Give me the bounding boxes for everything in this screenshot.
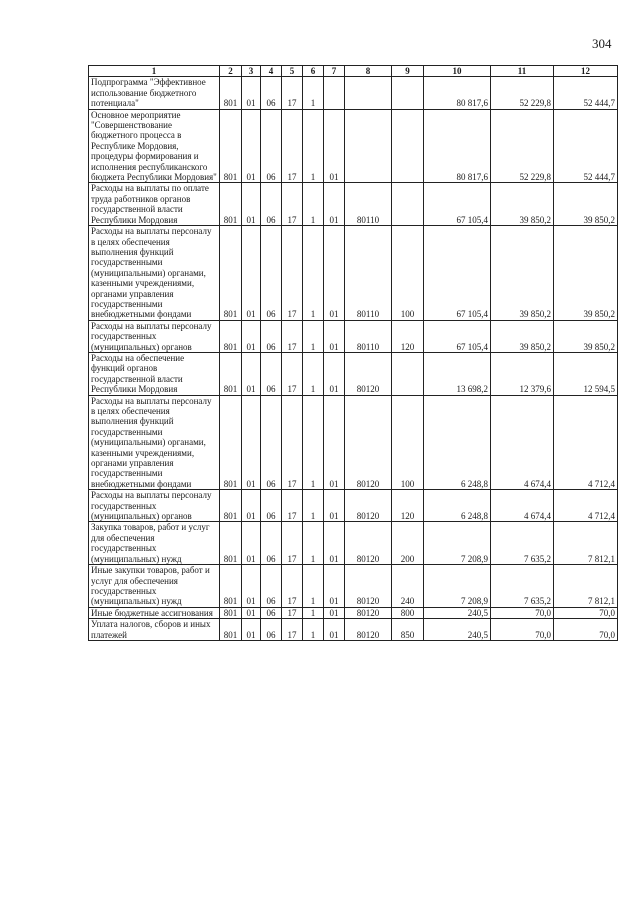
table-row (89, 522, 618, 565)
subprogram-code-cell: 1 (303, 226, 324, 321)
program-code-cell: 17 (282, 183, 303, 226)
measure-code-cell: 01 (324, 320, 345, 352)
measure-code-cell: 01 (324, 565, 345, 608)
row-name-cell: Основное мероприятие "Совершенствование бюджетного процесса в Республике Мордовия, процедуры формирования и исполнения республиканского бюджета Республики Мордовия" (89, 109, 220, 183)
measure-code-cell: 01 (324, 183, 345, 226)
section-code-cell: 01 (242, 183, 261, 226)
amount-year1-cell: 6 248,8 (424, 395, 491, 490)
measure-code-cell: 01 (324, 109, 345, 183)
direction-code-cell: 80110 (345, 226, 392, 321)
amount-year1-cell: 240,5 (424, 619, 491, 641)
grbs-code-cell: 801 (220, 320, 242, 352)
measure-code-cell: 01 (324, 490, 345, 522)
program-code-cell: 17 (282, 226, 303, 321)
amount-year1-cell: 67 105,4 (424, 320, 491, 352)
measure-code-cell: 01 (324, 352, 345, 395)
subsection-code-cell: 06 (261, 607, 282, 618)
amount-year1-cell: 80 817,6 (424, 77, 491, 109)
amount-year3-cell: 70,0 (554, 607, 618, 618)
direction-code-cell: 80120 (345, 352, 392, 395)
row-name-cell: Расходы на выплаты персоналу в целях обеспечения выполнения функций государственными (муниципальными) органами, казенными учреждениями, органами управления государственными внебюджетными фондами (89, 226, 220, 321)
program-code-cell: 17 (282, 619, 303, 641)
section-code-cell: 01 (242, 607, 261, 618)
row-name-cell: Закупка товаров, работ и услуг для обеспечения государственных (муниципальных) нужд (89, 522, 220, 565)
program-code-cell: 17 (282, 320, 303, 352)
amount-year2-cell: 70,0 (491, 619, 554, 641)
direction-code-cell: 80120 (345, 607, 392, 618)
grbs-code-cell: 801 (220, 619, 242, 641)
budget-table (88, 65, 618, 641)
column-header: 6 (303, 66, 324, 77)
section-code-cell: 01 (242, 352, 261, 395)
amount-year1-cell: 67 105,4 (424, 226, 491, 321)
amount-year3-cell: 7 812,1 (554, 522, 618, 565)
subsection-code-cell: 06 (261, 522, 282, 565)
amount-year2-cell: 52 229,8 (491, 109, 554, 183)
expense-type-cell: 120 (392, 320, 424, 352)
table-row (89, 77, 618, 109)
direction-code-cell: 80120 (345, 395, 392, 490)
row-name-cell: Иные закупки товаров, работ и услуг для обеспечения государственных (муниципальных) нужд (89, 565, 220, 608)
measure-code-cell (324, 77, 345, 109)
subsection-code-cell: 06 (261, 490, 282, 522)
amount-year1-cell: 240,5 (424, 607, 491, 618)
amount-year1-cell: 6 248,8 (424, 490, 491, 522)
column-header: 2 (220, 66, 242, 77)
table-row (89, 619, 618, 641)
amount-year2-cell: 4 674,4 (491, 395, 554, 490)
table-row (89, 226, 618, 321)
amount-year2-cell: 4 674,4 (491, 490, 554, 522)
column-header: 11 (491, 66, 554, 77)
expense-type-cell: 100 (392, 226, 424, 321)
page-number: 304 (592, 36, 612, 51)
expense-type-cell: 100 (392, 395, 424, 490)
column-header: 12 (554, 66, 618, 77)
amount-year3-cell: 39 850,2 (554, 183, 618, 226)
program-code-cell: 17 (282, 607, 303, 618)
table-row (89, 565, 618, 608)
amount-year3-cell: 4 712,4 (554, 395, 618, 490)
subprogram-code-cell: 1 (303, 522, 324, 565)
subsection-code-cell: 06 (261, 565, 282, 608)
amount-year3-cell: 39 850,2 (554, 320, 618, 352)
amount-year2-cell: 70,0 (491, 607, 554, 618)
amount-year2-cell: 39 850,2 (491, 226, 554, 321)
expense-type-cell: 850 (392, 619, 424, 641)
amount-year2-cell: 39 850,2 (491, 183, 554, 226)
expense-type-cell: 200 (392, 522, 424, 565)
amount-year3-cell: 52 444,7 (554, 77, 618, 109)
program-code-cell: 17 (282, 395, 303, 490)
expense-type-cell: 800 (392, 607, 424, 618)
expense-type-cell (392, 77, 424, 109)
subprogram-code-cell: 1 (303, 77, 324, 109)
subprogram-code-cell: 1 (303, 320, 324, 352)
grbs-code-cell: 801 (220, 522, 242, 565)
expense-type-cell (392, 183, 424, 226)
subprogram-code-cell: 1 (303, 395, 324, 490)
amount-year1-cell: 7 208,9 (424, 522, 491, 565)
column-header: 9 (392, 66, 424, 77)
expense-type-cell: 240 (392, 565, 424, 608)
measure-code-cell: 01 (324, 395, 345, 490)
column-header: 3 (242, 66, 261, 77)
table-row (89, 395, 618, 490)
section-code-cell: 01 (242, 226, 261, 321)
subsection-code-cell: 06 (261, 183, 282, 226)
column-header: 4 (261, 66, 282, 77)
program-code-cell: 17 (282, 522, 303, 565)
column-header: 10 (424, 66, 491, 77)
grbs-code-cell: 801 (220, 395, 242, 490)
column-header: 8 (345, 66, 392, 77)
section-code-cell: 01 (242, 522, 261, 565)
row-name-cell: Расходы на выплаты персоналу государственных (муниципальных) органов (89, 320, 220, 352)
program-code-cell: 17 (282, 77, 303, 109)
expense-type-cell: 120 (392, 490, 424, 522)
subsection-code-cell: 06 (261, 320, 282, 352)
table-row (89, 109, 618, 183)
subprogram-code-cell: 1 (303, 565, 324, 608)
measure-code-cell: 01 (324, 226, 345, 321)
direction-code-cell: 80120 (345, 490, 392, 522)
expense-type-cell (392, 352, 424, 395)
row-name-cell: Расходы на выплаты персоналу государственных (муниципальных) органов (89, 490, 220, 522)
program-code-cell: 17 (282, 109, 303, 183)
section-code-cell: 01 (242, 395, 261, 490)
amount-year3-cell: 12 594,5 (554, 352, 618, 395)
column-header: 5 (282, 66, 303, 77)
amount-year2-cell: 12 379,6 (491, 352, 554, 395)
measure-code-cell: 01 (324, 607, 345, 618)
table-row (89, 320, 618, 352)
table-row (89, 607, 618, 618)
measure-code-cell: 01 (324, 522, 345, 565)
direction-code-cell (345, 109, 392, 183)
amount-year2-cell: 39 850,2 (491, 320, 554, 352)
row-name-cell: Подпрограмма "Эффективное использование бюджетного потенциала" (89, 77, 220, 109)
section-code-cell: 01 (242, 565, 261, 608)
grbs-code-cell: 801 (220, 490, 242, 522)
direction-code-cell: 80120 (345, 522, 392, 565)
subsection-code-cell: 06 (261, 226, 282, 321)
row-name-cell: Расходы на выплаты по оплате труда работников органов государственной власти Республики Мордовия (89, 183, 220, 226)
grbs-code-cell: 801 (220, 183, 242, 226)
amount-year1-cell: 7 208,9 (424, 565, 491, 608)
subprogram-code-cell: 1 (303, 490, 324, 522)
table-row (89, 490, 618, 522)
amount-year3-cell: 70,0 (554, 619, 618, 641)
table-row (89, 183, 618, 226)
subsection-code-cell: 06 (261, 395, 282, 490)
section-code-cell: 01 (242, 490, 261, 522)
program-code-cell: 17 (282, 565, 303, 608)
grbs-code-cell: 801 (220, 226, 242, 321)
direction-code-cell: 80110 (345, 183, 392, 226)
amount-year3-cell: 4 712,4 (554, 490, 618, 522)
amount-year2-cell: 52 229,8 (491, 77, 554, 109)
grbs-code-cell: 801 (220, 109, 242, 183)
grbs-code-cell: 801 (220, 565, 242, 608)
subprogram-code-cell: 1 (303, 109, 324, 183)
row-name-cell: Иные бюджетные ассигнования (89, 607, 220, 618)
subprogram-code-cell: 1 (303, 352, 324, 395)
grbs-code-cell: 801 (220, 352, 242, 395)
subprogram-code-cell: 1 (303, 619, 324, 641)
subprogram-code-cell: 1 (303, 183, 324, 226)
amount-year1-cell: 67 105,4 (424, 183, 491, 226)
section-code-cell: 01 (242, 109, 261, 183)
direction-code-cell: 80120 (345, 619, 392, 641)
amount-year3-cell: 52 444,7 (554, 109, 618, 183)
amount-year2-cell: 7 635,2 (491, 565, 554, 608)
section-code-cell: 01 (242, 77, 261, 109)
direction-code-cell (345, 77, 392, 109)
subprogram-code-cell: 1 (303, 607, 324, 618)
section-code-cell: 01 (242, 619, 261, 641)
table-row (89, 352, 618, 395)
direction-code-cell: 80110 (345, 320, 392, 352)
amount-year1-cell: 80 817,6 (424, 109, 491, 183)
program-code-cell: 17 (282, 352, 303, 395)
subsection-code-cell: 06 (261, 109, 282, 183)
amount-year3-cell: 7 812,1 (554, 565, 618, 608)
column-header: 1 (89, 66, 220, 77)
row-name-cell: Расходы на выплаты персоналу в целях обеспечения выполнения функций государственными (муниципальными) органами, казенными учреждениями, органами управления государственными внебюджетными фондами (89, 395, 220, 490)
section-code-cell: 01 (242, 320, 261, 352)
grbs-code-cell: 801 (220, 607, 242, 618)
row-name-cell: Расходы на обеспечение функций органов государственной власти Республики Мордовия (89, 352, 220, 395)
amount-year3-cell: 39 850,2 (554, 226, 618, 321)
amount-year2-cell: 7 635,2 (491, 522, 554, 565)
expense-type-cell (392, 109, 424, 183)
table-header-row (89, 66, 618, 77)
measure-code-cell: 01 (324, 619, 345, 641)
column-header: 7 (324, 66, 345, 77)
subsection-code-cell: 06 (261, 352, 282, 395)
program-code-cell: 17 (282, 490, 303, 522)
subsection-code-cell: 06 (261, 619, 282, 641)
subsection-code-cell: 06 (261, 77, 282, 109)
table-body (89, 77, 618, 641)
grbs-code-cell: 801 (220, 77, 242, 109)
row-name-cell: Уплата налогов, сборов и иных платежей (89, 619, 220, 641)
direction-code-cell: 80120 (345, 565, 392, 608)
amount-year1-cell: 13 698,2 (424, 352, 491, 395)
